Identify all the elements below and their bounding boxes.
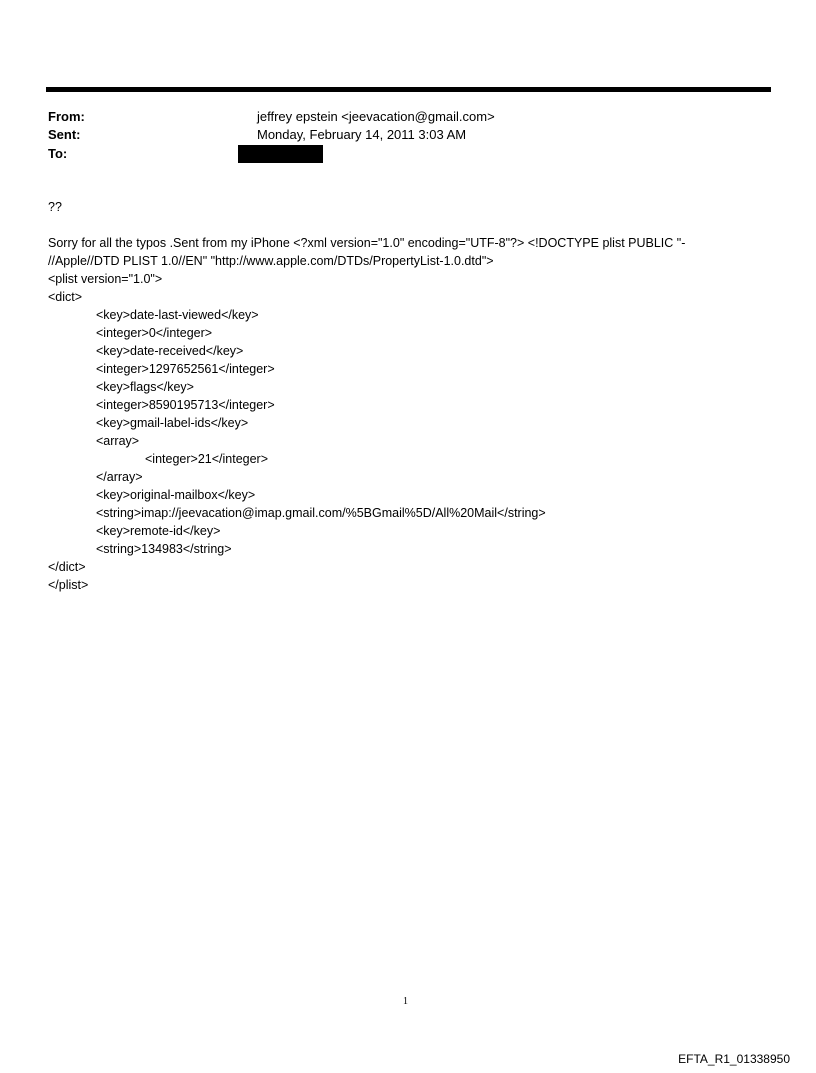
body-line: <key>flags</key> [96, 380, 194, 394]
body-line: <key>date-received</key> [96, 344, 244, 358]
body-line: </dict> [48, 560, 86, 574]
to-redaction [238, 145, 323, 163]
body-line: <string>134983</string> [96, 542, 232, 556]
body-line: <integer>21</integer> [145, 452, 269, 466]
bates-number: EFTA_R1_01338950 [678, 1052, 790, 1066]
body-line: </array> [96, 470, 143, 484]
sent-label: Sent: [48, 127, 81, 142]
body-line: <dict> [48, 290, 83, 304]
body-line: <key>original-mailbox</key> [96, 488, 256, 502]
header-rule [46, 87, 771, 92]
body-line: <integer>0</integer> [96, 326, 213, 340]
body-line: <array> [96, 434, 140, 448]
body-line: <key>remote-id</key> [96, 524, 221, 538]
body-line: <plist version="1.0"> [48, 272, 163, 286]
body-line: <key>gmail-label-ids</key> [96, 416, 249, 430]
body-line: <integer>8590195713</integer> [96, 398, 275, 412]
body-line: <string>imap://jeevacation@imap.gmail.com/%5BGmail%5D/All%20Mail</string> [96, 506, 546, 520]
body-line: <integer>1297652561</integer> [96, 362, 275, 376]
page-number: 1 [403, 996, 408, 1007]
from-value: jeffrey epstein <jeevacation@gmail.com> [257, 109, 495, 124]
body-line: Sorry for all the typos .Sent from my iPhone <?xml version="1.0" encoding="UTF-8"?> <!DOCTYPE plist PUBLIC "- [48, 236, 686, 250]
sent-value: Monday, February 14, 2011 3:03 AM [257, 127, 467, 142]
body-line: //Apple//DTD PLIST 1.0//EN" "http://www.apple.com/DTDs/PropertyList-1.0.dtd"> [48, 254, 494, 268]
to-label: To: [48, 146, 68, 161]
body-line: </plist> [48, 578, 89, 592]
from-label: From: [48, 109, 85, 124]
greeting-text: ?? [48, 200, 62, 214]
body-line: <key>date-last-viewed</key> [96, 308, 259, 322]
